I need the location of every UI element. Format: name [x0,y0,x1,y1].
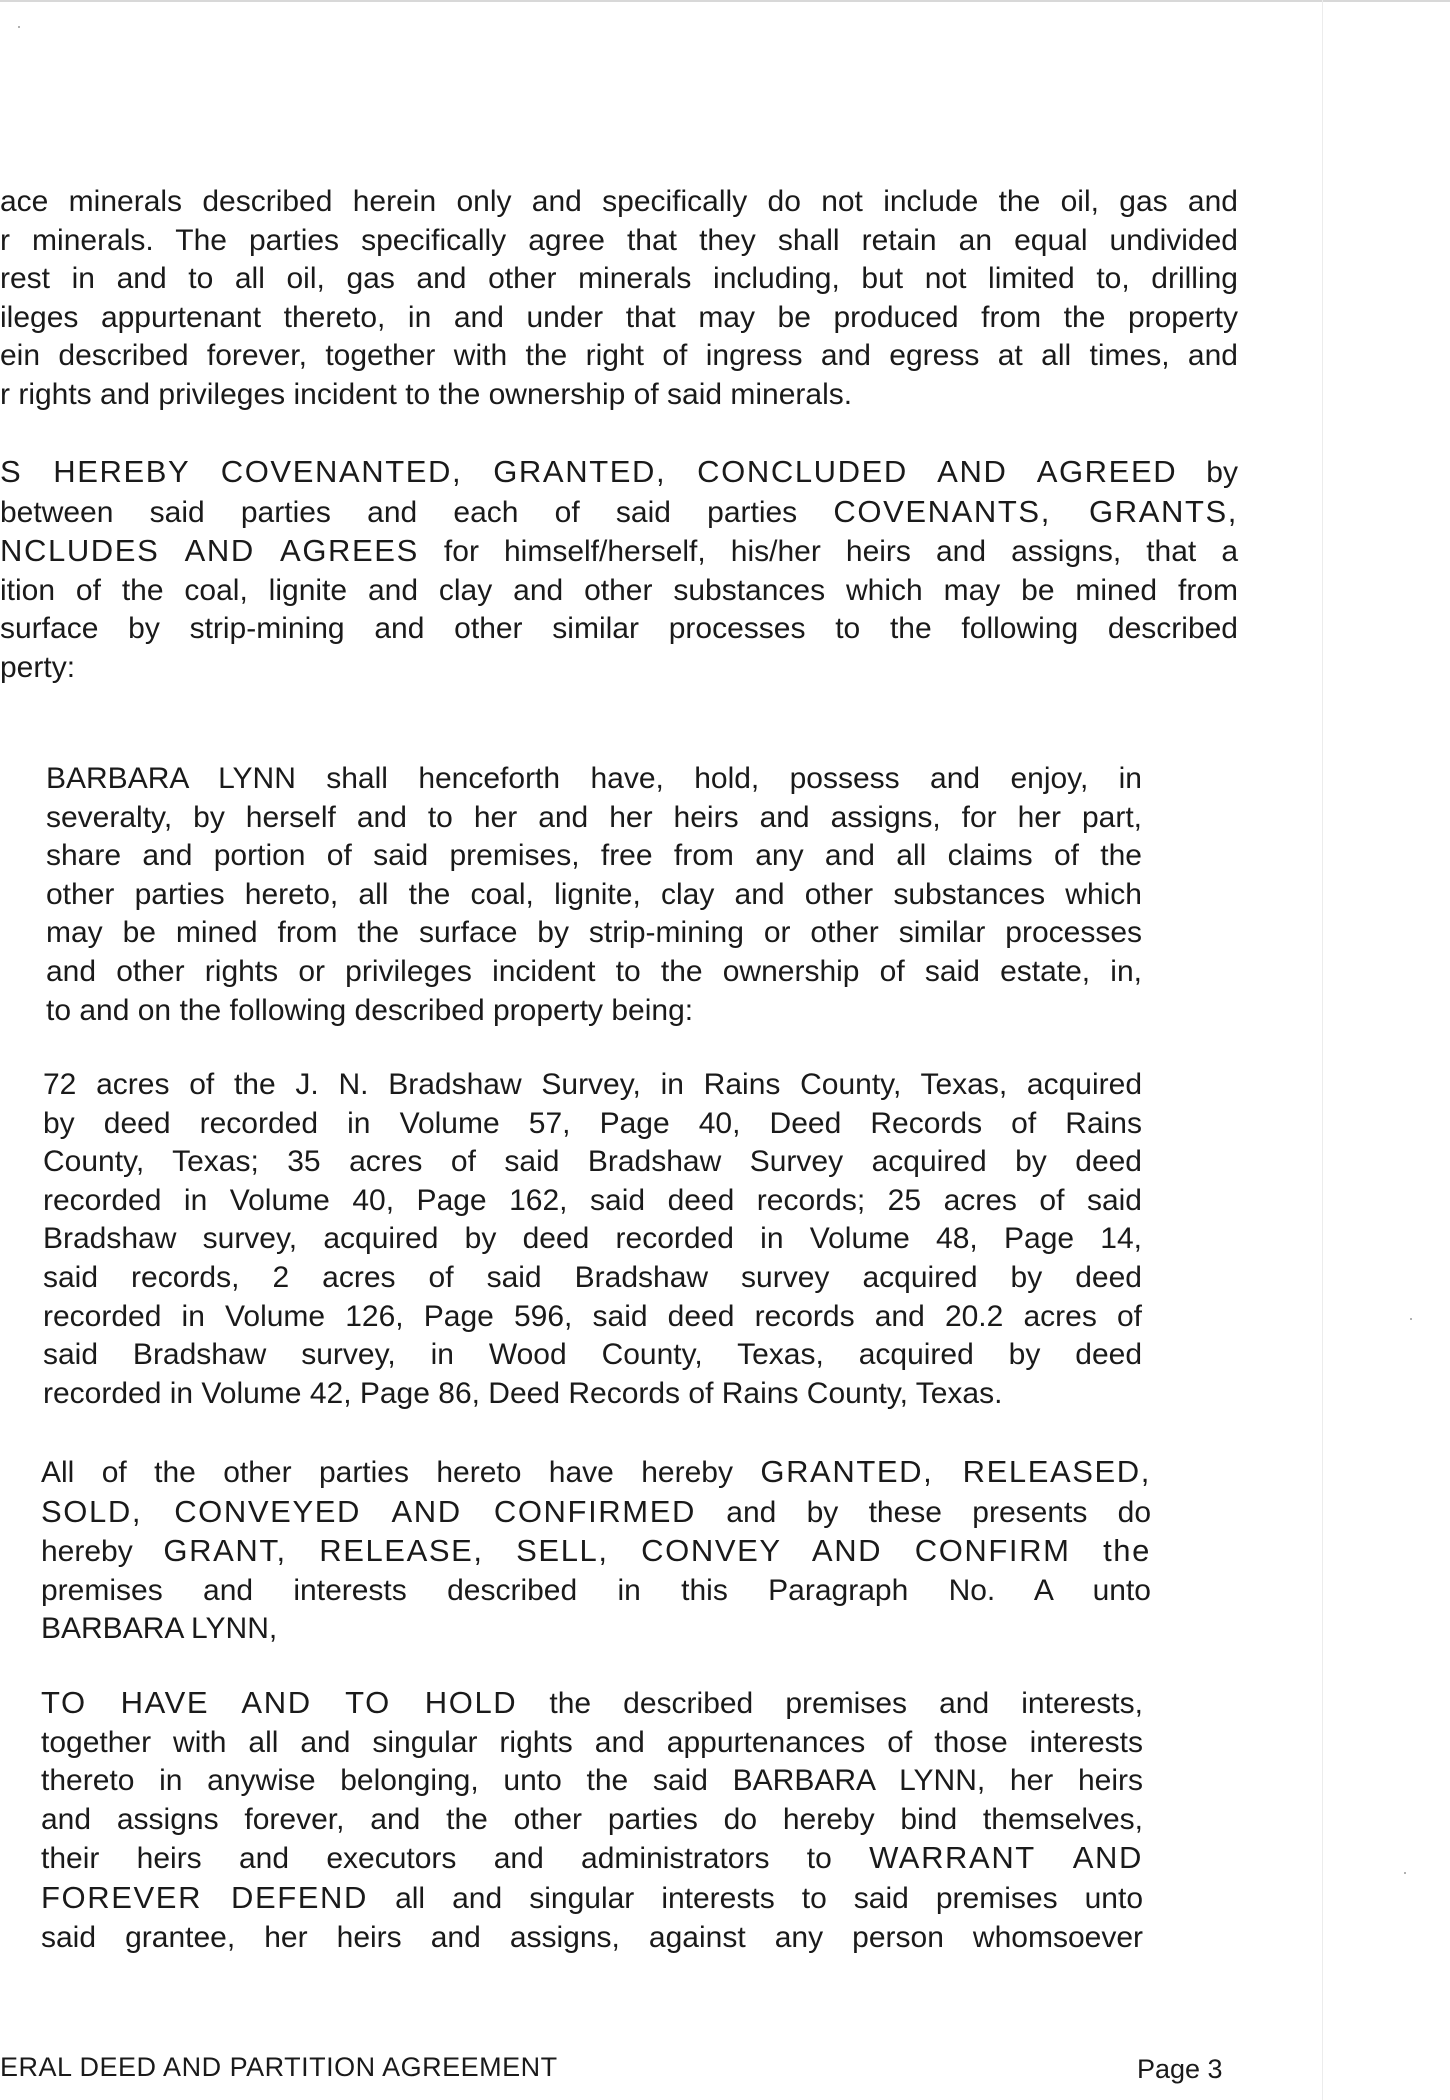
text-line: may be mined from the surface by strip-mining or other similar processes [46,916,1142,950]
caps-text: SOLD, CONVEYED AND CONFIRMED [41,1493,696,1529]
text-line: r rights and privileges incident to the ownership of said minerals. [0,377,853,411]
inline-text: for himself/herself, his/her heirs and assigns, that a [418,535,1238,569]
text-line: together with all and singular rights and appurtenances of those interests [41,1725,1143,1759]
scan-right-shadow [1322,0,1323,2100]
paragraph-mineral-reservation [0,183,1238,415]
paragraph-grant-release [41,1453,1151,1649]
text-line [41,1839,1143,1879]
caps-text: NCLUDES AND AGREES [0,533,419,569]
text-line: recorded in Volume 126, Page 596, said deed records and 20.2 acres of [43,1299,1142,1333]
text-line: and assigns forever, and the other parties do hereby bind themselves, [41,1802,1143,1836]
paragraph-property-description [43,1066,1142,1413]
text-line: 72 acres of the J. N. Bradshaw Survey, in Rains County, Texas, acquired [43,1068,1142,1101]
caps-text: COVENANTS, GRANTS, [833,493,1238,529]
caps-text: FOREVER DEFEND [41,1879,369,1915]
text-line: Bradshaw survey, acquired by deed recorded in Volume 48, Page 14, [43,1222,1142,1256]
scan-speck [18,26,20,28]
text-line: by deed recorded in Volume 57, Page 40, Deed Records of Rains [43,1106,1142,1140]
text-line: ileges appurtenant thereto, in and under that may be produced from the property [0,300,1238,334]
text-line: County, Texas; 35 acres of said Bradshaw Survey acquired by deed [43,1145,1142,1179]
text-line: premises and interests described in this Paragraph No. A unto [41,1573,1151,1607]
caps-text: GRANT, RELEASE, SELL, CONVEY AND CONFIRM the [163,1533,1151,1569]
text-line: r minerals. The parties specifically agree that they shall retain an equal undivided [0,223,1238,257]
text-line: share and portion of said premises, free from any and all claims of the [46,839,1142,873]
caps-text: WARRANT AND [869,1840,1143,1876]
inline-text: All of the other parties hereto have hereby [41,1456,761,1489]
paragraph-habendum-warranty [41,1684,1143,1957]
text-line: ace minerals described herein only and specifically do not include the oil, gas and [0,185,1238,218]
inline-text: the described premises and interests, [517,1687,1143,1720]
inline-text: hereby [41,1535,164,1569]
text-line [0,532,1238,572]
text-line: perty: [0,650,76,684]
text-line: ein described forever, together with the right of ingress and egress at all times, and [0,339,1238,373]
scan-speck [1404,1872,1406,1874]
inline-text: between said parties and each of said parties [0,495,834,529]
text-line: and other rights or privileges incident to the ownership of said estate, in, [46,954,1142,988]
text-line: said records, 2 acres of said Bradshaw survey acquired by deed [43,1260,1142,1294]
text-line [41,1532,1151,1572]
scan-speck [1410,1318,1412,1320]
paragraph-barbara-lynn-estate [46,760,1142,1030]
footer-document-title: ERAL DEED AND PARTITION AGREEMENT [0,2052,558,2082]
text-line: BARBARA LYNN, [41,1612,278,1646]
inline-text: their heirs and executors and administrators to [41,1842,870,1876]
text-line: surface by strip-mining and other similar processes to the following described [0,612,1238,646]
text-line: thereto in anywise belonging, unto the said BARBARA LYNN, her heirs [41,1764,1143,1798]
paragraph-covenant [0,453,1238,688]
text-line: said grantee, her heirs and assigns, against any person whomsoever [41,1920,1143,1954]
text-line [41,1493,1151,1533]
text-line: recorded in Volume 40, Page 162, said deed records; 25 acres of said [43,1183,1142,1217]
text-line [41,1453,1151,1493]
text-line: ition of the coal, lignite and clay and other substances which may be mined from [0,573,1238,607]
caps-text: GRANTED, RELEASED, [760,1454,1152,1489]
text-line: recorded in Volume 42, Page 86, Deed Records of Rains County, Texas. [43,1376,1003,1410]
text-line [0,493,1238,533]
caps-text: S HEREBY COVENANTED, GRANTED, CONCLUDED AND AGREED [0,454,1178,489]
text-line: other parties hereto, all the coal, lignite, clay and other substances which [46,877,1142,911]
inline-text: all and singular interests to said premises unto [368,1881,1143,1915]
footer-page-number: Page 3 [1137,2054,1223,2084]
text-line: severalty, by herself and to her and her heirs and assigns, for her part, [46,800,1142,834]
scan-top-edge [0,0,1450,2]
text-line: said Bradshaw survey, in Wood County, Texas, acquired by deed [43,1338,1142,1372]
caps-text: TO HAVE AND TO HOLD [41,1685,518,1720]
text-line [41,1684,1143,1724]
inline-text: and by these presents do [695,1495,1152,1529]
text-line: BARBARA LYNN shall henceforth have, hold, possess and enjoy, in [46,762,1142,795]
text-line: rest in and to all oil, gas and other minerals including, but not limited to, drilling [0,262,1238,296]
text-line: to and on the following described property being: [46,993,694,1027]
text-line [41,1879,1143,1919]
text-line [0,453,1238,493]
inline-text: by [1177,456,1238,489]
